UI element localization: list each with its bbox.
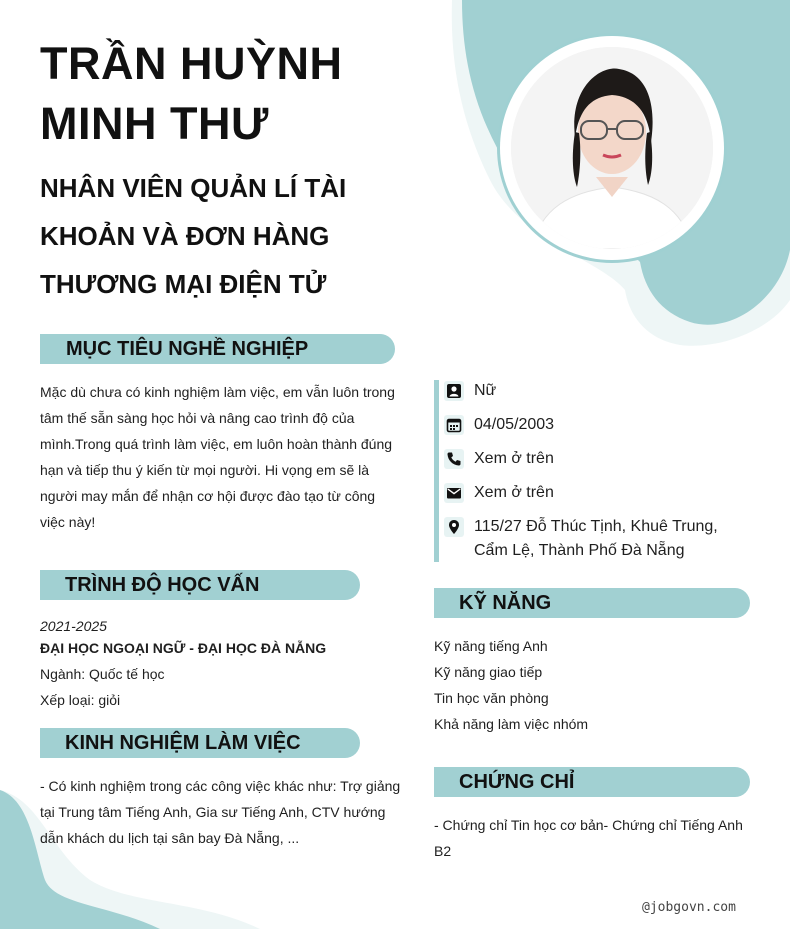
education-major: Ngành: Quốc tế học (40, 666, 165, 682)
objective-line: hạn và tiếp thu ý kiến từ mọi người. Hi vọng em sẽ là (40, 462, 370, 478)
email-value: Xem ở trên (474, 484, 554, 501)
skill-item: Tin học văn phòng (434, 690, 549, 706)
calendar-icon (444, 415, 464, 435)
person-icon (444, 381, 464, 401)
career-objective-heading: MỤC TIÊU NGHỀ NGHIỆP (46, 334, 395, 364)
phone-value: Xem ở trên (474, 450, 554, 467)
experience-line: dẫn khách du lịch tại sân bay Đà Nẵng, ... (40, 830, 300, 846)
certificate-line: B2 (434, 843, 452, 859)
job-title-line-3: THƯƠNG MẠI ĐIỆN TỬ (40, 269, 327, 299)
birthday-value: 04/05/2003 (474, 416, 555, 433)
skills-heading: KỸ NĂNG (440, 588, 750, 618)
location-pin-icon (444, 517, 464, 537)
objective-line: Mặc dù chưa có kinh nghiệm làm việc, em vẫn luôn trong (40, 384, 395, 400)
info-side-bar (434, 380, 439, 562)
experience-line: tại Trung tâm Tiếng Anh, Gia sư Tiếng Anh, CTV hướng (40, 804, 386, 820)
objective-line: mình.Trong quá trình làm việc, em luôn hoàn thành đúng (40, 436, 393, 452)
phone-icon (444, 449, 464, 469)
education-rank: Xếp loại: giỏi (40, 692, 121, 708)
address-line-1: 115/27 Đỗ Thúc Tịnh, Khuê Trung, (474, 518, 718, 535)
certificate-line: - Chứng chỉ Tin học cơ bản- Chứng chỉ Tiếng Anh (434, 817, 743, 833)
gender-value: Nữ (474, 382, 497, 399)
job-title-line-1: NHÂN VIÊN QUẢN LÍ TÀI (40, 173, 347, 203)
skill-item: Kỹ năng tiếng Anh (434, 638, 548, 654)
education-heading: TRÌNH ĐỘ HỌC VẤN (46, 570, 360, 600)
profile-photo (511, 47, 713, 249)
job-title-line-2: KHOẢN VÀ ĐƠN HÀNG (40, 221, 330, 251)
skill-item: Khả năng làm việc nhóm (434, 716, 589, 732)
certificates-heading: CHỨNG CHỈ (440, 767, 750, 797)
education-period: 2021-2025 (40, 618, 107, 634)
education-school: ĐẠI HỌC NGOẠI NGỮ - ĐẠI HỌC ĐÀ NẴNG (40, 640, 327, 656)
site-watermark: @jobgovn.com (642, 900, 736, 915)
address-line-2: Cẩm Lệ, Thành Phố Đà Nẵng (474, 542, 685, 559)
objective-line: tâm thế sẵn sàng học hỏi và nâng cao trình độ của (40, 410, 355, 426)
name-line-1: TRẦN HUỲNH (40, 38, 343, 89)
skill-item: Kỹ năng giao tiếp (434, 664, 543, 680)
experience-line: - Có kinh nghiệm trong các công việc khác như: Trợ giảng (40, 778, 401, 794)
name-line-2: MINH THƯ (40, 98, 269, 149)
experience-heading: KINH NGHIỆM LÀM VIỆC (46, 728, 360, 758)
objective-line: người may mắn để nhận cơ hội được đào tạo từ công (40, 488, 376, 504)
mail-icon (444, 483, 464, 503)
objective-line: việc này! (40, 514, 96, 530)
